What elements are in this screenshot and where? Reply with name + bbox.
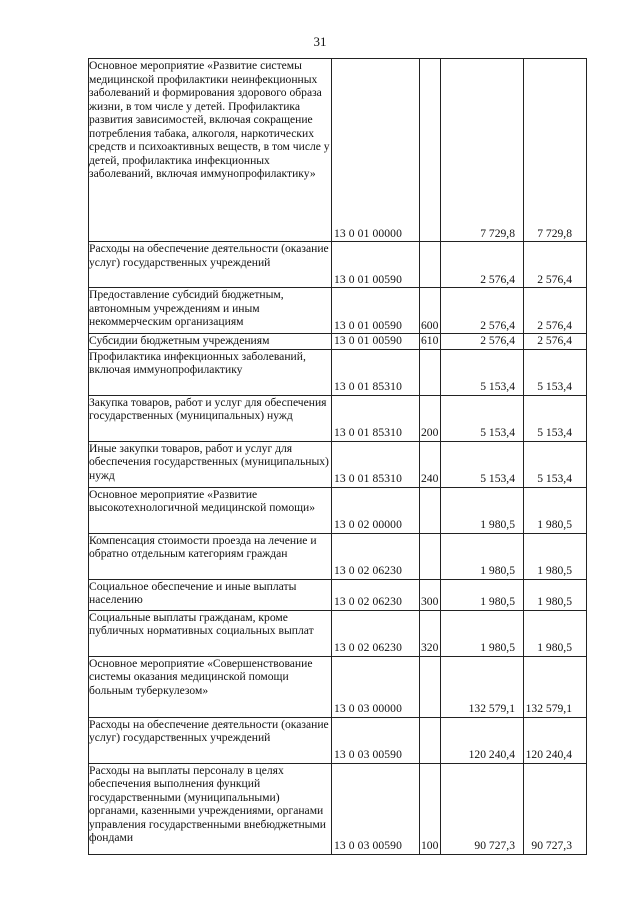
table-row [89, 579, 587, 610]
row-name: Основное мероприятие «Совершенствование системы оказания медицинской помощи больным туберкулезом» [89, 656, 332, 717]
row-sum-1: 7 729,8 [441, 59, 524, 242]
row-code: 13 0 01 00000 [332, 59, 420, 242]
row-code: 13 0 01 00590 [332, 242, 420, 288]
table-row [89, 242, 587, 288]
row-sum-2: 120 240,4 [524, 717, 587, 763]
row-vr: 610 [420, 334, 441, 350]
row-vr: 600 [420, 288, 441, 334]
row-vr: 300 [420, 579, 441, 610]
row-sum-2: 2 576,4 [524, 334, 587, 350]
row-sum-1: 2 576,4 [441, 334, 524, 350]
row-name: Предоставление субсидий бюджетным, автономным учреждениям и иным некоммерческим организациям [89, 288, 332, 334]
row-code: 13 0 01 85310 [332, 395, 420, 441]
row-name: Расходы на выплаты персоналу в целях обеспечения выполнения функций государственными (муниципальными) органами, казенными учреждениями, органами управления государственными внебюджетными фондами [89, 763, 332, 854]
row-sum-2: 5 153,4 [524, 441, 587, 487]
table-row [89, 349, 587, 395]
row-sum-2: 1 980,5 [524, 579, 587, 610]
row-vr [420, 242, 441, 288]
table-row [89, 288, 587, 334]
table-row [89, 59, 587, 242]
table-row [89, 487, 587, 533]
row-name: Субсидии бюджетным учреждениям [89, 334, 332, 350]
table-row [89, 533, 587, 579]
row-sum-2: 1 980,5 [524, 487, 587, 533]
row-sum-2: 5 153,4 [524, 395, 587, 441]
row-sum-1: 5 153,4 [441, 349, 524, 395]
row-vr [420, 59, 441, 242]
table-row [89, 656, 587, 717]
row-sum-1: 1 980,5 [441, 579, 524, 610]
row-code: 13 0 02 06230 [332, 610, 420, 656]
row-sum-1: 5 153,4 [441, 441, 524, 487]
table-row [89, 334, 587, 350]
table-row [89, 395, 587, 441]
budget-table [88, 58, 587, 855]
table-row [89, 763, 587, 854]
row-code: 13 0 01 00590 [332, 288, 420, 334]
row-name: Иные закупки товаров, работ и услуг для обеспечения государственных (муниципальных) нужд [89, 441, 332, 487]
row-sum-1: 2 576,4 [441, 242, 524, 288]
table-row [89, 441, 587, 487]
table-row [89, 717, 587, 763]
row-code: 13 0 02 06230 [332, 533, 420, 579]
row-sum-1: 2 576,4 [441, 288, 524, 334]
row-vr: 240 [420, 441, 441, 487]
row-code: 13 0 03 00590 [332, 763, 420, 854]
row-sum-2: 1 980,5 [524, 610, 587, 656]
row-vr [420, 656, 441, 717]
row-sum-2: 90 727,3 [524, 763, 587, 854]
row-code: 13 0 01 85310 [332, 349, 420, 395]
row-code: 13 0 03 00000 [332, 656, 420, 717]
row-code: 13 0 01 85310 [332, 441, 420, 487]
row-sum-2: 2 576,4 [524, 242, 587, 288]
row-vr [420, 349, 441, 395]
row-sum-2: 2 576,4 [524, 288, 587, 334]
row-sum-1: 1 980,5 [441, 487, 524, 533]
row-vr: 200 [420, 395, 441, 441]
row-sum-1: 120 240,4 [441, 717, 524, 763]
row-code: 13 0 03 00590 [332, 717, 420, 763]
row-code: 13 0 02 06230 [332, 579, 420, 610]
row-sum-2: 1 980,5 [524, 533, 587, 579]
row-sum-1: 90 727,3 [441, 763, 524, 854]
row-name: Расходы на обеспечение деятельности (оказание услуг) государственных учреждений [89, 242, 332, 288]
row-name: Компенсация стоимости проезда на лечение и обратно отдельным категориям граждан [89, 533, 332, 579]
row-sum-1: 132 579,1 [441, 656, 524, 717]
row-code: 13 0 02 00000 [332, 487, 420, 533]
row-name: Расходы на обеспечение деятельности (оказание услуг) государственных учреждений [89, 717, 332, 763]
row-vr: 320 [420, 610, 441, 656]
table-row [89, 610, 587, 656]
row-sum-1: 5 153,4 [441, 395, 524, 441]
row-name: Закупка товаров, работ и услуг для обеспечения государственных (муниципальных) нужд [89, 395, 332, 441]
row-sum-2: 132 579,1 [524, 656, 587, 717]
row-name: Профилактика инфекционных заболеваний, включая иммунопрофилактику [89, 349, 332, 395]
row-name: Основное мероприятие «Развитие системы медицинской профилактики неинфекционных заболеваний и формирования здорового образа жизни, в том числе у детей. Профилактика развития зависимостей, включая сокращение потребления табака, алкоголя, наркотических средств и психоактивных веществ, в том числе у детей, профилактика инфекционных заболеваний, включая иммунопрофилактику» [89, 59, 332, 242]
row-name: Основное мероприятие «Развитие высокотехнологичной медицинской помощи» [89, 487, 332, 533]
row-vr: 100 [420, 763, 441, 854]
row-vr [420, 533, 441, 579]
row-sum-2: 5 153,4 [524, 349, 587, 395]
row-sum-2: 7 729,8 [524, 59, 587, 242]
row-name: Социальные выплаты гражданам, кроме публичных нормативных социальных выплат [89, 610, 332, 656]
row-sum-1: 1 980,5 [441, 533, 524, 579]
row-vr [420, 717, 441, 763]
page-number: 31 [313, 34, 327, 49]
row-sum-1: 1 980,5 [441, 610, 524, 656]
row-name: Социальное обеспечение и иные выплаты населению [89, 579, 332, 610]
row-code: 13 0 01 00590 [332, 334, 420, 350]
row-vr [420, 487, 441, 533]
